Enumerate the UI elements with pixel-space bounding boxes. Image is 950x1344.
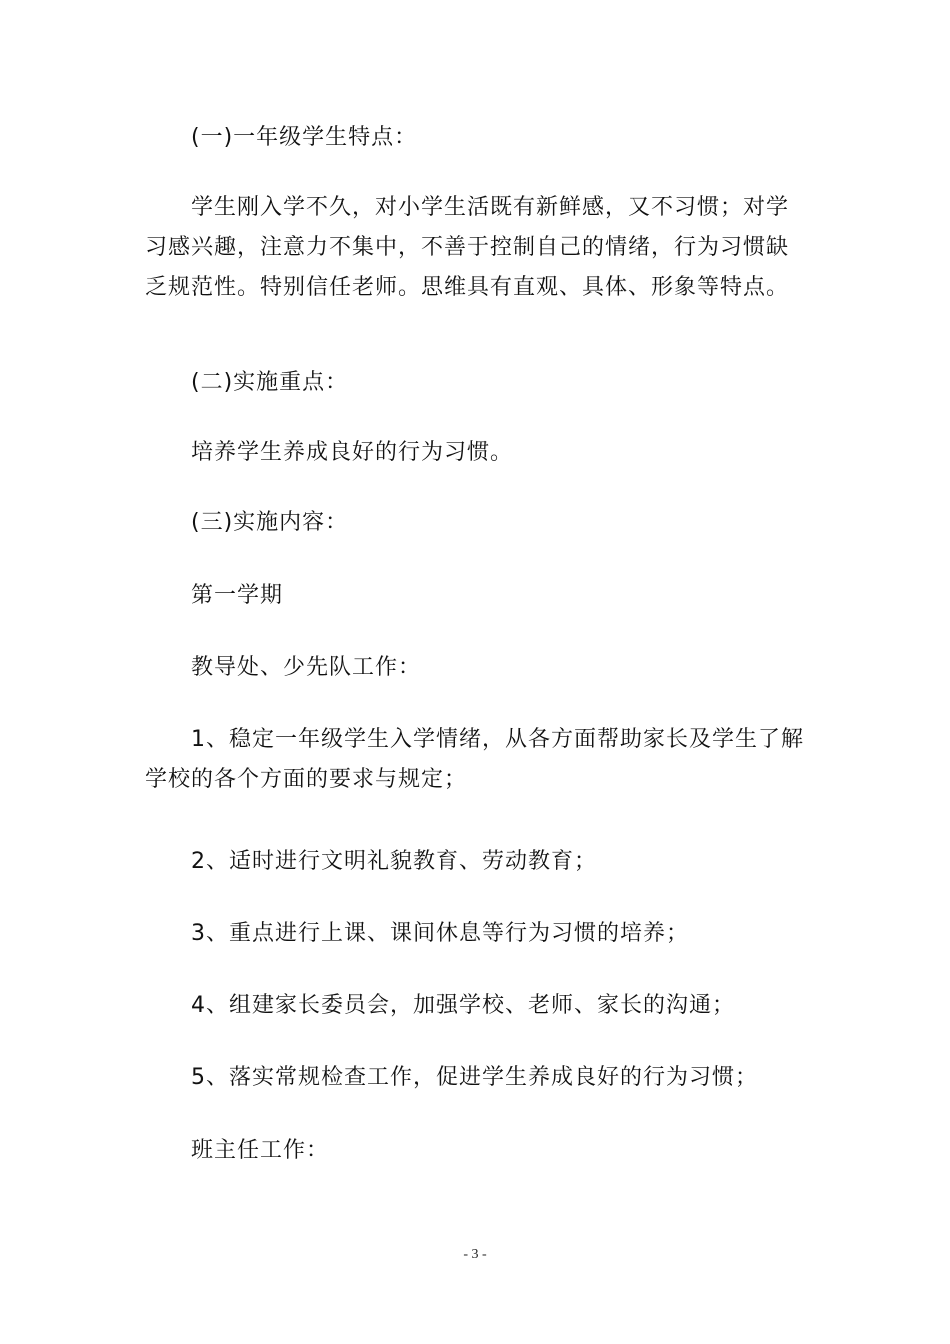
paragraph-first-semester: 第一学期	[191, 583, 284, 608]
list-item-2: 2、适时进行文明礼貌教育、劳动教育；	[191, 849, 597, 874]
page-number: - 3 -	[463, 1247, 487, 1262]
paragraph-class-teacher-work: 班主任工作：	[191, 1138, 330, 1163]
heading-implementation-content: (三)实施内容：	[191, 510, 349, 535]
paragraph-student-characteristics: 学生刚入学不久，对小学生活既有新鲜感，又不习惯；对学习感兴趣，注意力不集中，不善于控制自己的情绪，行为习惯缺乏规范性。特别信任老师。思维具有直观、具体、形象等特点。	[145, 195, 790, 300]
list-item-1: 1、稳定一年级学生入学情绪，从各方面帮助家长及学生了解学校的各个方面的要求与规定；	[145, 727, 804, 792]
paragraph-teaching-office-work: 教导处、少先队工作：	[191, 655, 422, 680]
paragraph-focus-content: 培养学生养成良好的行为习惯。	[191, 440, 514, 465]
heading-implementation-focus: (二)实施重点：	[191, 370, 349, 395]
list-item-4: 4、组建家长委员会，加强学校、老师、家长的沟通；	[191, 993, 735, 1018]
list-item-3: 3、重点进行上课、课间休息等行为习惯的培养；	[191, 921, 689, 946]
list-item-5: 5、落实常规检查工作，促进学生养成良好的行为习惯；	[191, 1065, 758, 1090]
heading-grade-one-characteristics: (一)一年级学生特点：	[191, 125, 418, 150]
